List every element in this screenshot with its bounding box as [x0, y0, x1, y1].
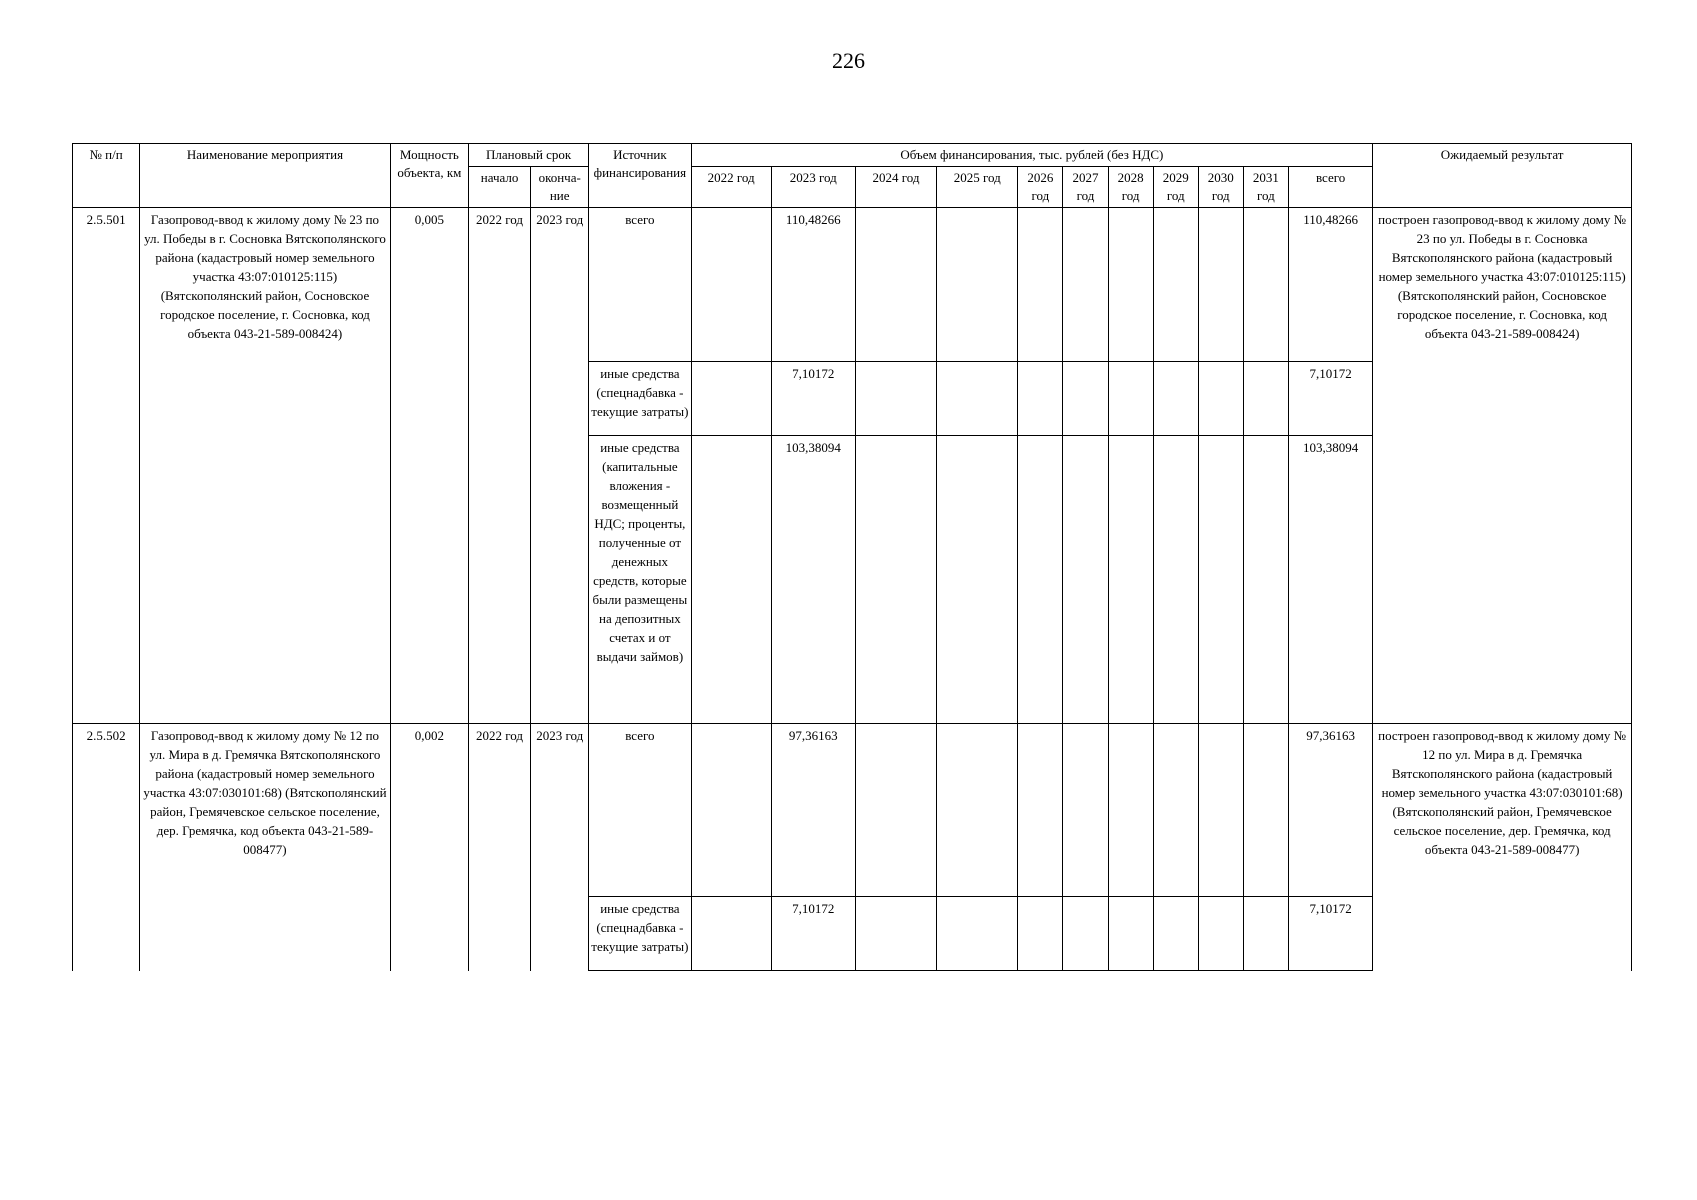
cell-y2031 [1243, 362, 1288, 436]
cell-y2026 [1018, 724, 1063, 897]
cell-y2029 [1153, 724, 1198, 897]
header-row-1 [73, 144, 1632, 167]
cell-y2030 [1198, 724, 1243, 897]
cell-capacity: 0,002 [390, 724, 468, 971]
cell-y2028 [1108, 362, 1153, 436]
cell-y2030 [1198, 208, 1243, 362]
page-number: 226 [832, 48, 865, 73]
cell-y2023: 7,10172 [771, 897, 855, 971]
cell-y2024 [855, 208, 936, 362]
cell-y2027 [1063, 724, 1108, 897]
cell-num: 2.5.501 [73, 208, 140, 724]
cell-y2025 [937, 362, 1018, 436]
cell-y2031 [1243, 436, 1288, 724]
cell-y2025 [937, 436, 1018, 724]
cell-y2024 [855, 724, 936, 897]
cell-y2024 [855, 436, 936, 724]
cell-y2028 [1108, 897, 1153, 971]
cell-y2031 [1243, 724, 1288, 897]
cell-y2029 [1153, 436, 1198, 724]
cell-y2027 [1063, 208, 1108, 362]
cell-y2024 [855, 897, 936, 971]
cell-y2025 [937, 208, 1018, 362]
col-header-year: 2024 год [855, 167, 936, 208]
cell-source: всего [589, 724, 691, 897]
col-header-year: 2022 год [691, 167, 771, 208]
cell-y2026 [1018, 208, 1063, 362]
cell-result: построен газопровод-ввод к жилому дому № 23 по ул. Победы в г. Сосновка Вятскополянского района (кадастровый номер земельного участка 43:07:010125:115) (Вятскополянский район, Сосновское городское поселение, г. Сосновка, код объекта 043-21-589-008424) [1373, 208, 1632, 724]
col-header-year: 2030 год [1198, 167, 1243, 208]
cell-y2023: 110,48266 [771, 208, 855, 362]
cell-name: Газопровод-ввод к жилому дому № 23 по ул. Победы в г. Сосновка Вятскополянского района (кадастровый номер земельного участка 43:07:010125:115) (Вятскополянский район, Сосновское городское поселение, г. Сосновка, код объекта 043-21-589-008424) [140, 208, 391, 724]
col-header-year: 2023 год [771, 167, 855, 208]
cell-total: 7,10172 [1288, 362, 1372, 436]
col-header-result: Ожидаемый результат [1373, 144, 1632, 208]
cell-y2025 [937, 724, 1018, 897]
cell-y2029 [1153, 897, 1198, 971]
col-header-year: 2025 год [937, 167, 1018, 208]
cell-y2023: 7,10172 [771, 362, 855, 436]
cell-y2028 [1108, 208, 1153, 362]
col-header-capacity: Мощность объекта, км [390, 144, 468, 208]
cell-y2023: 97,36163 [771, 724, 855, 897]
cell-start: 2022 год [468, 208, 530, 724]
cell-y2026 [1018, 436, 1063, 724]
cell-y2028 [1108, 724, 1153, 897]
cell-total: 103,38094 [1288, 436, 1372, 724]
col-header-start: начало [468, 167, 530, 208]
cell-y2031 [1243, 208, 1288, 362]
cell-start: 2022 год [468, 724, 530, 971]
cell-y2022 [691, 436, 771, 724]
col-header-year: 2027 год [1063, 167, 1108, 208]
cell-y2026 [1018, 897, 1063, 971]
cell-y2023: 103,38094 [771, 436, 855, 724]
cell-source: иные средства (спецнадбавка - текущие затраты) [589, 362, 691, 436]
col-header-end: оконча-ние [531, 167, 589, 208]
col-header-year: 2028 год [1108, 167, 1153, 208]
col-header-year: 2026 год [1018, 167, 1063, 208]
col-header-total: всего [1288, 167, 1372, 208]
col-header-num: № п/п [73, 144, 140, 208]
col-header-finance: Объем финансирования, тыс. рублей (без НДС) [691, 144, 1373, 167]
cell-y2022 [691, 897, 771, 971]
cell-y2028 [1108, 436, 1153, 724]
cell-source: иные средства (капитальные вложения - возмещенный НДС; проценты, полученные от денежных средств, которые были размещены на депозитных счетах и от выдачи займов) [589, 436, 691, 724]
cell-y2022 [691, 362, 771, 436]
financing-table [72, 143, 1632, 971]
cell-y2027 [1063, 897, 1108, 971]
cell-capacity: 0,005 [390, 208, 468, 724]
cell-y2027 [1063, 362, 1108, 436]
cell-num: 2.5.502 [73, 724, 140, 971]
cell-y2030 [1198, 436, 1243, 724]
cell-y2030 [1198, 897, 1243, 971]
table-row [73, 724, 1632, 897]
cell-total: 97,36163 [1288, 724, 1372, 897]
cell-y2025 [937, 897, 1018, 971]
cell-name: Газопровод-ввод к жилому дому № 12 по ул. Мира в д. Гремячка Вятскополянского района (кадастровый номер земельного участка 43:07:030101:68) (Вятскополянский район, Гремячевское сельское поселение, дер. Гремячка, код объекта 043-21-589-008477) [140, 724, 391, 971]
cell-y2029 [1153, 362, 1198, 436]
cell-end: 2023 год [531, 724, 589, 971]
cell-total: 110,48266 [1288, 208, 1372, 362]
cell-y2022 [691, 724, 771, 897]
cell-source: всего [589, 208, 691, 362]
cell-y2027 [1063, 436, 1108, 724]
cell-y2024 [855, 362, 936, 436]
cell-y2029 [1153, 208, 1198, 362]
cell-total: 7,10172 [1288, 897, 1372, 971]
col-header-year: 2029 год [1153, 167, 1198, 208]
cell-source: иные средства (спецнадбавка - текущие затраты) [589, 897, 691, 971]
cell-y2026 [1018, 362, 1063, 436]
table-row [73, 208, 1632, 362]
cell-y2022 [691, 208, 771, 362]
col-header-source: Источник финансирования [589, 144, 691, 208]
cell-y2031 [1243, 897, 1288, 971]
col-header-year: 2031 год [1243, 167, 1288, 208]
cell-result: построен газопровод-ввод к жилому дому № 12 по ул. Мира в д. Гремячка Вятскополянского района (кадастровый номер земельного участка 43:07:030101:68) (Вятскополянский район, Гремячевское сельское поселение, дер. Гремячка, код объекта 043-21-589-008477) [1373, 724, 1632, 971]
col-header-name: Наименование мероприятия [140, 144, 391, 208]
cell-end: 2023 год [531, 208, 589, 724]
col-header-term: Плановый срок [468, 144, 588, 167]
cell-y2030 [1198, 362, 1243, 436]
